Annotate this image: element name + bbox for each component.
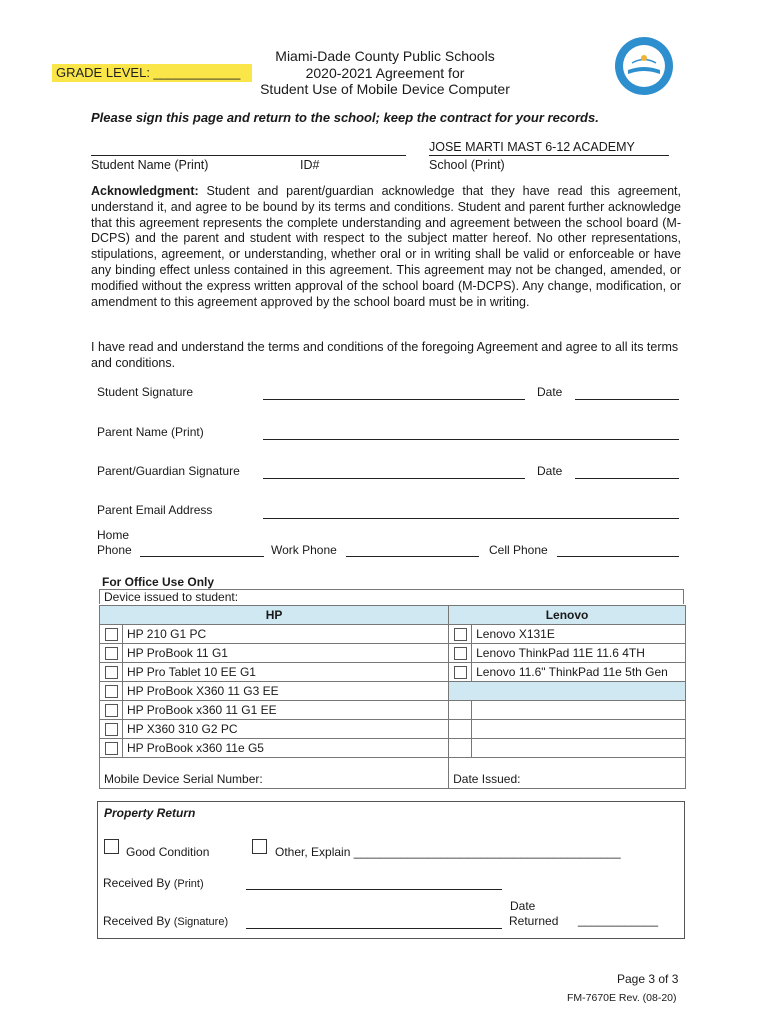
good-condition-label: Good Condition (126, 845, 210, 859)
serial-number-cell[interactable] (100, 758, 449, 789)
lenovo-model: Lenovo ThinkPad 11E 11.6 4TH (472, 644, 686, 663)
office-use-title: For Office Use Only (102, 575, 215, 589)
device-table-header-row (100, 606, 686, 625)
parent-date-line[interactable] (575, 463, 679, 479)
form-number: FM-7670E Rev. (08-20) (567, 992, 677, 1004)
table-row (100, 625, 686, 644)
hp-checkbox-cell[interactable] (100, 739, 123, 758)
checkbox[interactable] (105, 628, 118, 641)
checkbox[interactable] (105, 742, 118, 755)
received-by-signature-hint: (Signature) (173, 916, 229, 928)
parent-email-label: Parent Email Address (97, 503, 213, 517)
received-by-print-text: Received By (103, 876, 174, 890)
student-date-line[interactable] (575, 384, 679, 400)
header-district: Miami-Dade County Public Schools (275, 48, 495, 64)
header-title: Student Use of Mobile Device Computer (260, 81, 510, 97)
checkbox[interactable] (105, 666, 118, 679)
other-checkbox[interactable] (252, 839, 267, 854)
table-row (100, 758, 686, 789)
understand-text: I have read and understand the terms and conditions of the foregoing Agreement and agree to all its terms and conditions. (91, 340, 679, 370)
lenovo-empty-cell (472, 701, 686, 720)
home-phone-line[interactable] (140, 542, 264, 557)
checkbox[interactable] (454, 628, 467, 641)
lenovo-checkbox-cell[interactable] (449, 663, 472, 682)
hp-header: HP (100, 606, 449, 625)
lenovo-model: Lenovo X131E (472, 625, 686, 644)
lenovo-empty-cell (472, 720, 686, 739)
acknowledgment-heading: Acknowledgment: (91, 184, 199, 198)
work-phone-label: Work Phone (271, 543, 337, 557)
date-returned-label-2: Returned (509, 914, 559, 928)
received-by-signature-line[interactable] (246, 913, 502, 929)
id-label: ID# (300, 158, 320, 172)
parent-name-label: Parent Name (Print) (97, 425, 204, 439)
school-label: School (Print) (429, 158, 505, 172)
table-row (100, 644, 686, 663)
lenovo-model: Lenovo 11.6" ThinkPad 11e 5th Gen (472, 663, 686, 682)
school-value[interactable]: JOSE MARTI MAST 6-12 ACADEMY (429, 139, 669, 156)
parent-signature-line[interactable] (263, 463, 525, 479)
device-issued-label: Device issued to student: (99, 589, 684, 604)
parent-name-line[interactable] (263, 424, 679, 440)
cell-phone-line[interactable] (557, 542, 679, 557)
home-phone-label (97, 528, 132, 558)
lenovo-empty-cell (449, 682, 686, 701)
checkbox[interactable] (105, 723, 118, 736)
hp-checkbox-cell[interactable] (100, 682, 123, 701)
hp-model: HP ProBook X360 11 G3 EE (123, 682, 449, 701)
received-by-signature-label (103, 914, 228, 928)
good-condition-checkbox[interactable] (104, 839, 119, 854)
hp-checkbox-cell[interactable] (100, 663, 123, 682)
table-row (100, 720, 686, 739)
hp-checkbox-cell[interactable] (100, 720, 123, 739)
hp-checkbox-cell[interactable] (100, 644, 123, 663)
header-year: 2020-2021 Agreement for (305, 64, 465, 81)
lenovo-empty-cell (449, 739, 472, 758)
work-phone-line[interactable] (346, 542, 479, 557)
checkbox[interactable] (454, 647, 467, 660)
property-return-title: Property Return (104, 806, 196, 820)
hp-model: HP ProBook 11 G1 (123, 644, 449, 663)
date-returned-label-1: Date (510, 899, 536, 913)
other-explain-label: Other, Explain ________________________________________ (275, 845, 621, 859)
student-signature-label: Student Signature (97, 385, 194, 399)
lenovo-empty-cell (472, 739, 686, 758)
lenovo-checkbox-cell[interactable] (449, 625, 472, 644)
home-phone-label-1: Home (97, 528, 130, 542)
lenovo-checkbox-cell[interactable] (449, 644, 472, 663)
hp-checkbox-cell[interactable] (100, 701, 123, 720)
table-row (100, 701, 686, 720)
parent-email-line[interactable] (263, 503, 679, 519)
lenovo-empty-cell (449, 720, 472, 739)
received-by-print-hint: (Print) (173, 878, 204, 890)
parent-date-label: Date (537, 464, 563, 478)
checkbox[interactable] (105, 647, 118, 660)
acknowledgment-text: Student and parent/guardian acknowledge that they have read this agreement, understand it, and agree to be bound by its terms and conditions. Student and parent further acknowledge that this agreement represents the complete understanding and agreement between the school board (M-DCPS) and the parent and student with respect to the subject matter hereof. No other representations, stipulations, agreement, or understanding, whether oral or in writing shall be valid or enforceable or have any binding effect unless contained in this agreement. This agreement may not be changed, amended, or modified without the express written approval of the school board (M-DCPS). Any change, modification, or amendment to this agreement approved by the school board must be in writing. (91, 184, 681, 309)
checkbox[interactable] (105, 685, 118, 698)
hp-model: HP Pro Tablet 10 EE G1 (123, 663, 449, 682)
lenovo-empty-cell (449, 701, 472, 720)
hp-model: HP 210 G1 PC (123, 625, 449, 644)
hp-checkbox-cell[interactable] (100, 625, 123, 644)
date-issued-cell[interactable] (449, 758, 686, 789)
received-by-print-label (103, 876, 204, 890)
hp-model: HP ProBook x360 11e G5 (123, 739, 449, 758)
acknowledgment-paragraph (91, 184, 681, 310)
date-returned-label (509, 899, 558, 929)
district-logo (614, 36, 674, 96)
checkbox[interactable] (105, 704, 118, 717)
document-header (230, 48, 540, 98)
hp-model: HP X360 310 G2 PC (123, 720, 449, 739)
parent-signature-label: Parent/Guardian Signature (97, 464, 240, 478)
serial-number-label: Mobile Device Serial Number: (104, 772, 263, 786)
received-by-signature-text: Received By (103, 914, 174, 928)
date-issued-label: Date Issued: (453, 772, 521, 786)
lenovo-header: Lenovo (449, 606, 686, 625)
grade-level-field[interactable]: GRADE LEVEL: ____________ (52, 64, 252, 82)
home-phone-label-2: Phone (97, 543, 132, 557)
device-table (99, 605, 686, 789)
student-name-label: Student Name (Print) (91, 158, 209, 172)
checkbox[interactable] (454, 666, 467, 679)
table-row (100, 682, 686, 701)
instruction-text: Please sign this page and return to the school; keep the contract for your records. (91, 110, 599, 125)
table-row (100, 739, 686, 758)
page-number: Page 3 of 3 (617, 972, 679, 986)
student-date-label: Date (537, 385, 563, 399)
student-name-line[interactable] (91, 140, 406, 156)
cell-phone-label: Cell Phone (489, 543, 548, 557)
table-row (100, 663, 686, 682)
date-returned-line[interactable]: ____________ (578, 913, 659, 927)
hp-model: HP ProBook x360 11 G1 EE (123, 701, 449, 720)
student-signature-line[interactable] (263, 384, 525, 400)
received-by-print-line[interactable] (246, 874, 502, 890)
